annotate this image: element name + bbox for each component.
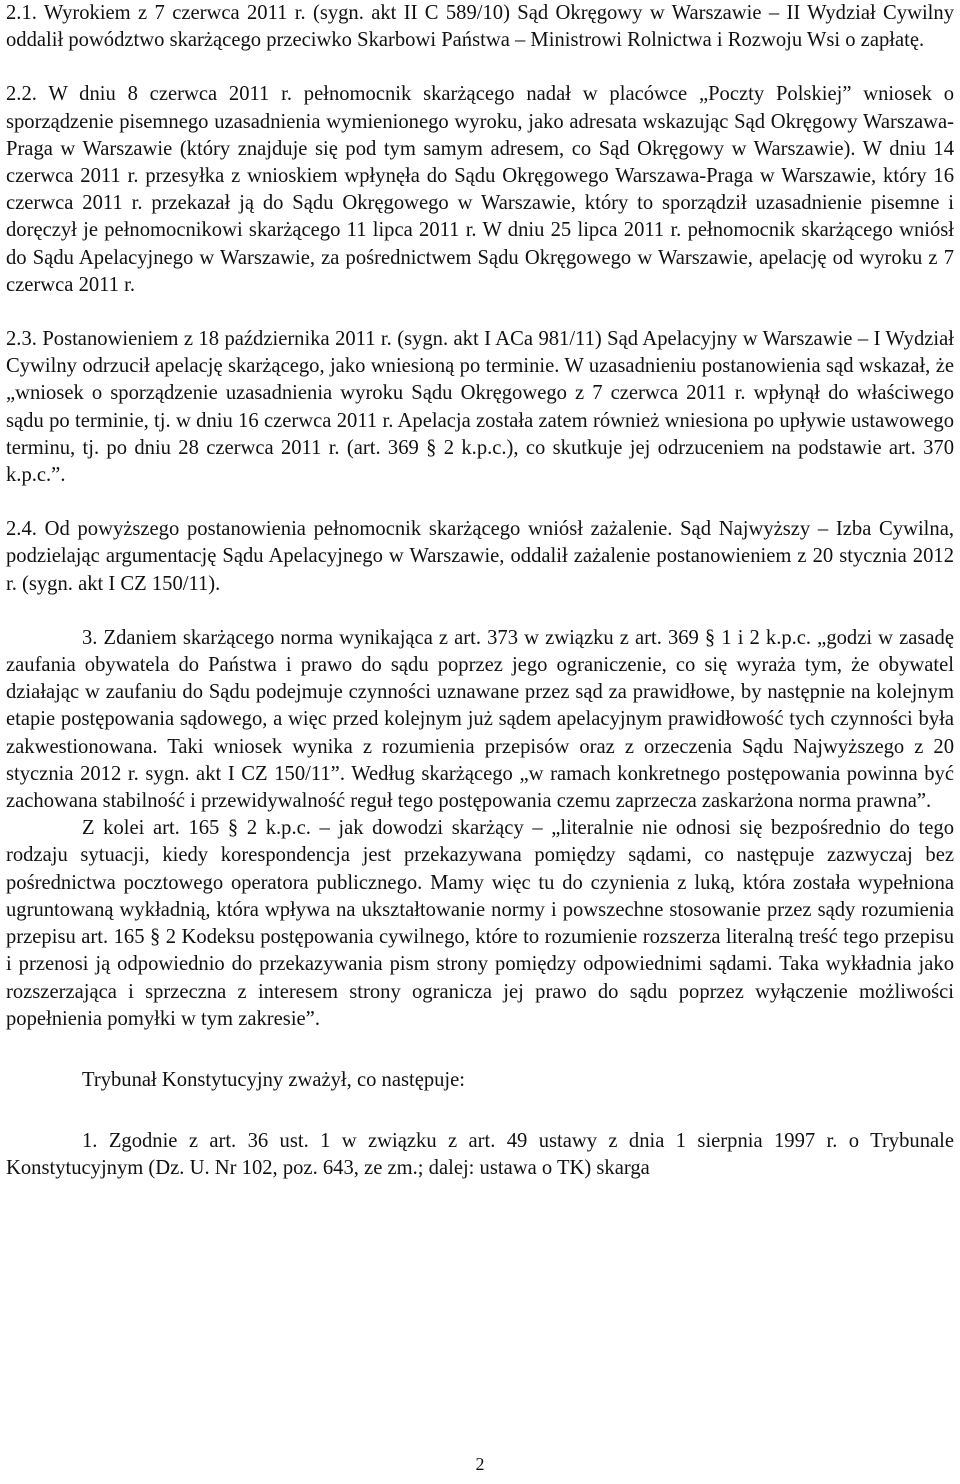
document-page: [6, 0, 954, 1183]
paragraph-2-4: 2.4. Od powyższego postanowienia pełnomocnik skarżącego wniósł zażalenie. Sąd Najwyższy – Izba Cywilna, podzielając argumentację Sądu Apelacyjnego w Warszawie, oddalił zażalenie postanowieniem z 20 stycznia 2012 r. (sygn. akt I CZ 150/11).: [6, 518, 954, 595]
paragraph-2-1: 2.1. Wyrokiem z 7 czerwca 2011 r. (sygn. akt II C 589/10) Sąd Okręgowy w Warszawie – II Wydział Cywilny oddalił powództwo skarżącego przeciwko Skarbowi Państwa – Ministrowi Rolnictwa i Rozwoju Wsi o zapłatę.: [6, 2, 954, 52]
section-heading-trybunal: Trybunał Konstytucyjny zważył, co następuje:: [82, 1068, 466, 1091]
paragraph-3: 3. Zdaniem skarżącego norma wynikająca z art. 373 w związku z art. 369 § 1 i 2 k.p.c. „godzi w zasadę zaufania obywatela do Państwa i prawo do sądu poprzez jego ograniczenie, co się wyraża tym, że obywatel działając w zaufaniu do Sądu podejmuje czynności uznawane przez sąd za prawidłowe, by następnie na kolejnym etapie postępowania sądowego, a więc przed kolejnym już sądem apelacyjnym prawidłowość tych czynności była zakwestionowana. Taki wniosek wynika z rozumienia przepisów oraz z orzeczenia Sądu Najwyższego z 20 stycznia 2012 r. sygn. akt I CZ 150/11”. Według skarżącego „w ramach konkretnego postępowania powinna być zachowana stabilność i przewidywalność reguł tego postępowania czemu zaprzecza zaskarżona norma prawna”.: [6, 626, 954, 813]
paragraph-3-continued: Z kolei art. 165 § 2 k.p.c. – jak dowodzi skarżący – „literalnie nie odnosi się bezpośrednio do tego rodzaju sytuacji, kiedy korespondencja jest przekazywana pomiędzy sądami, co następuje zazwyczaj bez pośrednictwa pocztowego operatora publicznego. Mamy więc tu do czynienia z luką, która została wypełniona ugruntowaną wykładnią, która wpływa na ukształtowanie normy i powszechne stosowanie przez sądy rozumienia przepisu art. 165 § 2 Kodeksu postępowania cywilnego, które to rozumienie rozszerza literalną treść tego przepisu i przenosi ją odpowiednio do przekazywania pism strony pomiędzy odpowiednimi sądami. Taka wykładnia jako rozszerzająca i sprzeczna z interesem strony ogranicza jej prawo do sądu poprzez wyłączenie możliwości popełnienia pomyłki w tym zakresie”.: [6, 817, 954, 1030]
paragraph-tk-1: 1. Zgodnie z art. 36 ust. 1 w związku z art. 49 ustawy z dnia 1 sierpnia 1997 r. o Trybunale Konstytucyjnym (Dz. U. Nr 102, poz. 643, ze zm.; dalej: ustawa o TK) skarga: [6, 1130, 954, 1180]
paragraph-2-3: 2.3. Postanowieniem z 18 października 2011 r. (sygn. akt I ACa 981/11) Sąd Apelacyjny w Warszawie – I Wydział Cywilny odrzucił apelację skarżącego, jako wniesioną po terminie. W uzasadnieniu postanowienia sąd wskazał, że „wniosek o sporządzenie uzasadnienia wyroku Sądu Okręgowego z 7 czerwca 2011 r. wpłynął do właściwego sądu po terminie, tj. w dniu 16 czerwca 2011 r. Apelacja została zatem również wniesiona po upływie ustawowego terminu, tj. po dniu 28 czerwca 2011 r. (art. 369 § 2 k.p.c.), co skutkuje jej odrzuceniem na podstawie art. 370 k.p.c.”.: [6, 328, 954, 487]
page-number: 2: [475, 1454, 485, 1474]
paragraph-2-2: 2.2. W dniu 8 czerwca 2011 r. pełnomocnik skarżącego nadał w placówce „Poczty Polskiej” wniosek o sporządzenie pisemnego uzasadnienia wymienionego wyroku, jako adresata wskazując Sąd Okręgowy Warszawa-Praga w Warszawie (który znajduje się pod tym samym adresem, co Sąd Okręgowy w Warszawie). W dniu 14 czerwca 2011 r. przesyłka z wnioskiem wpłynęła do Sądu Okręgowego Warszawa-Praga w Warszawie, który 16 czerwca 2011 r. przekazał ją do Sądu Okręgowego w Warszawie, który to sporządził uzasadnienie pisemne i doręczył je pełnomocnikowi skarżącego 11 lipca 2011 r. W dniu 25 lipca 2011 r. pełnomocnik skarżącego wniósł do Sądu Apelacyjnego w Warszawie, za pośrednictwem Sądu Okręgowego w Warszawie, apelację od wyroku z 7 czerwca 2011 r.: [6, 83, 954, 296]
